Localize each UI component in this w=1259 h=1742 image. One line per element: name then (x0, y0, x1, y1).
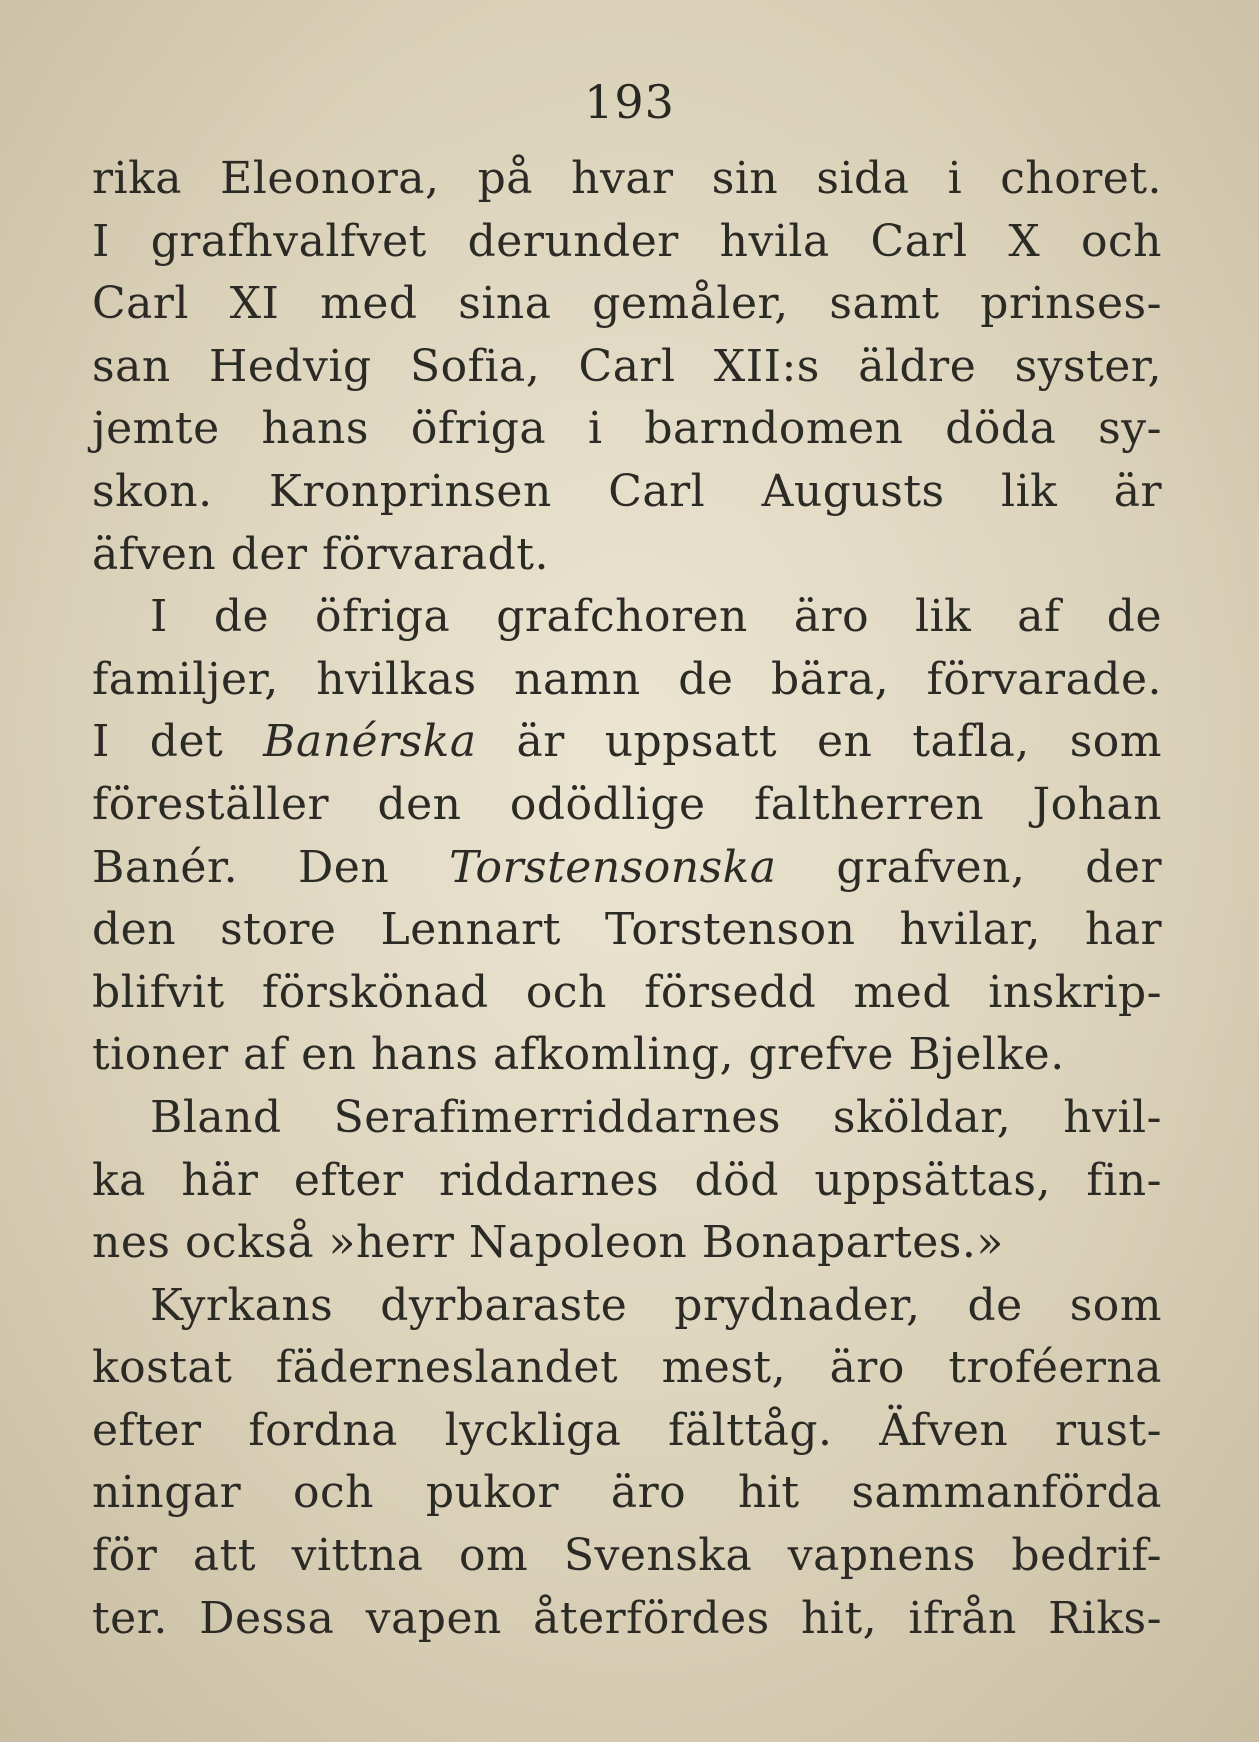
text-line: kostat fäderneslandet mest, äro troféerna (92, 1342, 1162, 1394)
text-line: tioner af en hans afkomling, grefve Bjelke. (92, 1029, 1065, 1081)
text-line: ningar och pukor äro hit sammanförda (92, 1467, 1162, 1519)
text-line: I de öfriga grafchoren äro lik af de (150, 591, 1162, 643)
text-line: jemte hans öfriga i barndomen döda sy- (92, 403, 1162, 455)
text-line: familjer, hvilkas namn de bära, förvarade. (92, 653, 1162, 705)
text-line: skon. Kronprinsen Carl Augusts lik är (92, 465, 1162, 517)
body-text (92, 148, 1162, 1650)
page-number: 193 (584, 75, 675, 129)
text-line: ter. Dessa vapen återfördes hit, ifrån Riks- (92, 1592, 1162, 1644)
text-line: I grafhvalfvet derunder hvila Carl X och (92, 215, 1162, 267)
text-line: Kyrkans dyrbaraste prydnader, de som (150, 1279, 1162, 1331)
text-line: föreställer den odödlige faltherren Johan (92, 778, 1162, 830)
text-line: Bland Serafimerriddarnes sköldar, hvil- (150, 1091, 1162, 1143)
italic-text: Banérska (263, 716, 477, 768)
text-line: blifvit förskönad och försedd med inskrip- (92, 966, 1162, 1018)
text-line: Carl XI med sina gemåler, samt prinses- (92, 278, 1162, 330)
italic-text: Torstensonska (449, 841, 777, 893)
text-line: ka här efter riddarnes död uppsättas, fin- (92, 1154, 1162, 1206)
text-line (92, 837, 1162, 900)
text-run: Banér. Den (92, 841, 450, 893)
text-line: nes också »herr Napoleon Bonapartes.» (92, 1217, 1004, 1269)
text-line: efter fordna lyckliga fälttåg. Äfven rust- (92, 1404, 1162, 1456)
text-line (92, 711, 1162, 774)
text-line: san Hedvig Sofia, Carl XII:s äldre syster, (92, 340, 1162, 392)
text-run: grafven, der (776, 841, 1162, 893)
text-run: I det (92, 716, 264, 768)
text-line: äfven der förvaradt. (92, 528, 549, 580)
text-line: rika Eleonora, på hvar sin sida i choret. (92, 153, 1162, 204)
text-run: är uppsatt en tafla, som (476, 716, 1162, 768)
text-line: den store Lennart Torstenson hvilar, har (92, 904, 1162, 956)
text-line: för att vittna om Svenska vapnens bedrif- (92, 1530, 1162, 1582)
